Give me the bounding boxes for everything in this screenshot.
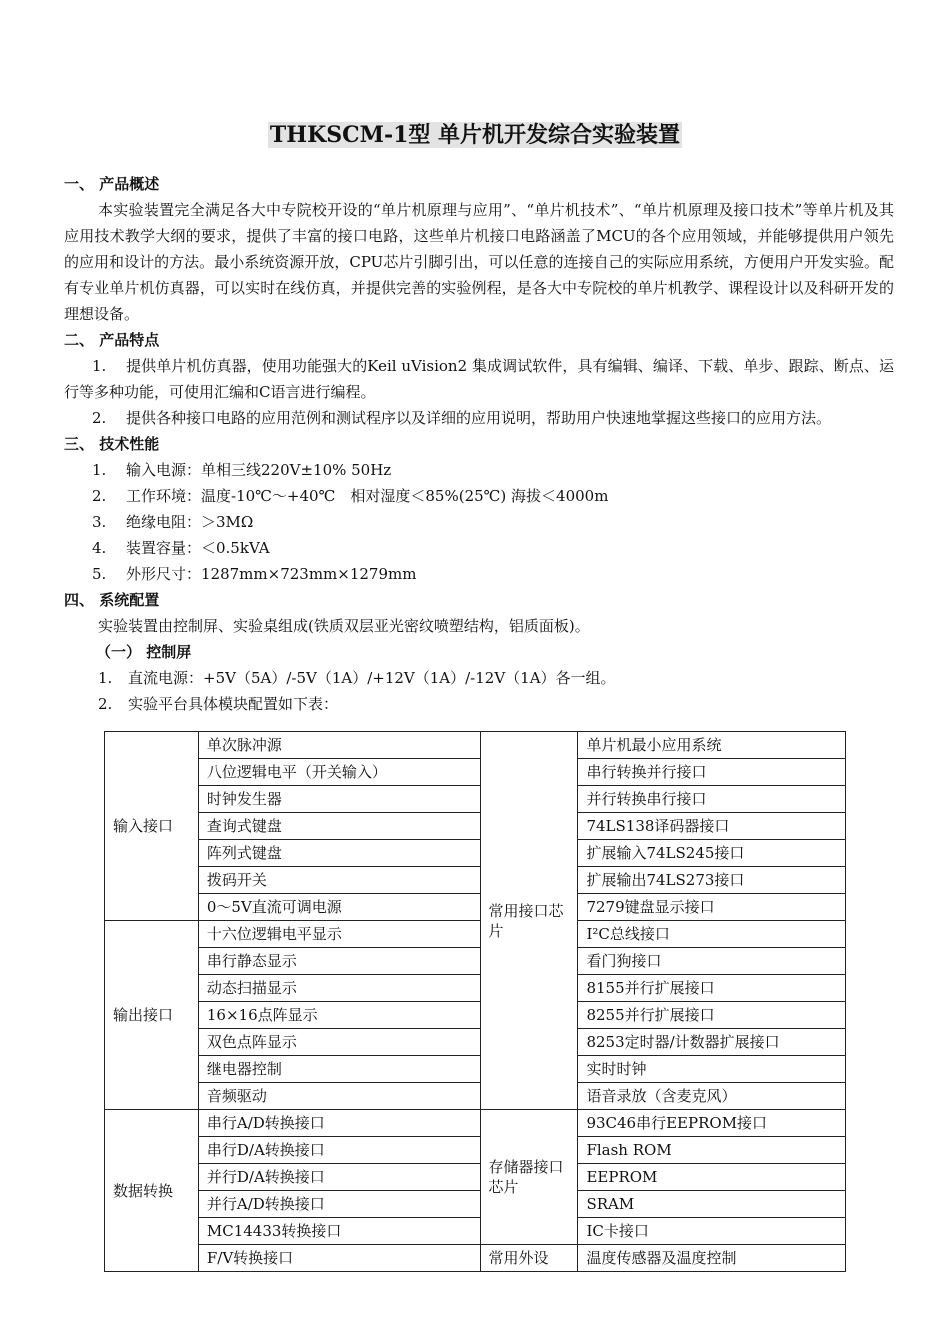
table-row	[105, 1164, 846, 1191]
table-cell: 八位逻辑电平（开关输入）	[198, 759, 480, 786]
table-row	[105, 759, 846, 786]
table-row	[105, 1029, 846, 1056]
table-row	[105, 867, 846, 894]
table-cell: 8255并行扩展接口	[578, 1002, 846, 1029]
table-cell: 并行D/A转换接口	[198, 1164, 480, 1191]
table-cell: 7279键盘显示接口	[578, 894, 846, 921]
table-cell: 8155并行扩展接口	[578, 975, 846, 1002]
table-cell: 单片机最小应用系统	[578, 732, 846, 759]
table-cell: 并行转换串行接口	[578, 786, 846, 813]
table-cell: I²C总线接口	[578, 921, 846, 948]
list-item: 5. 外形尺寸：1287mm×723mm×1279mm	[92, 565, 417, 583]
table-cell: 扩展输入74LS245接口	[578, 840, 846, 867]
group-cell: 输入接口	[105, 732, 199, 921]
subsection-heading: （一） 控制屏	[96, 643, 192, 661]
table-cell: 串行转换并行接口	[578, 759, 846, 786]
table-cell: 串行A/D转换接口	[198, 1110, 480, 1137]
paragraph: 实验装置由控制屏、实验桌组成(铁质双层亚光密纹喷塑结构，铝质面板)。	[98, 617, 590, 635]
section-heading: 四、 系统配置	[64, 591, 160, 609]
table-cell: 时钟发生器	[198, 786, 480, 813]
list-item: 2. 工作环境：温度-10℃～+40℃ 相对湿度＜85%(25℃) 海拔＜4000m	[92, 487, 609, 505]
list-item: 2. 实验平台具体模块配置如下表：	[98, 695, 339, 713]
table-row	[105, 894, 846, 921]
table-row	[105, 840, 846, 867]
table-cell: MC14433转换接口	[198, 1218, 480, 1245]
list-item: 3. 绝缘电阻：＞3MΩ	[92, 513, 254, 531]
group-cell: 输出接口	[105, 921, 199, 1110]
table-cell: 看门狗接口	[578, 948, 846, 975]
list-item: 1. 提供单片机仿真器，使用功能强大的Keil uVision2 集成调试软件，具有编辑、编译、下载、单步、跟踪、断点、运行等多种功能，可使用汇编和C语言进行编程。	[64, 357, 894, 401]
table-cell: SRAM	[578, 1191, 846, 1218]
table-row	[105, 975, 846, 1002]
table-row	[105, 1245, 846, 1272]
table-row	[105, 948, 846, 975]
table-cell: 继电器控制	[198, 1056, 480, 1083]
table-row	[105, 786, 846, 813]
list-item: 2. 提供各种接口电路的应用范例和测试程序以及详细的应用说明，帮助用户快速地掌握这些接口的应用方法。	[92, 409, 832, 427]
list-item: 1. 直流电源：+5V（5A）/-5V（1A）/+12V（1A）/-12V（1A）各一组。	[98, 669, 616, 687]
section-heading: 二、 产品特点	[64, 331, 160, 349]
table-cell: 0～5V直流可调电源	[198, 894, 480, 921]
table-row	[105, 1110, 846, 1137]
document-title: THKSCM-1型 单片机开发综合实验装置	[269, 122, 681, 148]
table-cell: 温度传感器及温度控制	[578, 1245, 846, 1272]
table-cell: 串行D/A转换接口	[198, 1137, 480, 1164]
table-cell: 并行A/D转换接口	[198, 1191, 480, 1218]
table-cell: 十六位逻辑电平显示	[198, 921, 480, 948]
table-cell: 语音录放（含麦克风）	[578, 1083, 846, 1110]
list-item: 4. 装置容量：＜0.5kVA	[92, 539, 270, 557]
group-cell: 常用外设	[480, 1245, 578, 1272]
document-body	[64, 171, 894, 717]
list-item: 1. 输入电源：单相三线220V±10% 50Hz	[92, 461, 392, 479]
group-cell: 数据转换	[105, 1110, 199, 1272]
group-cell: 存储器接口芯片	[480, 1110, 578, 1245]
table-cell: 串行静态显示	[198, 948, 480, 975]
table-cell: F/V转换接口	[198, 1245, 480, 1272]
table-cell: 阵列式键盘	[198, 840, 480, 867]
table-row	[105, 1191, 846, 1218]
table-cell: 93C46串行EEPROM接口	[578, 1110, 846, 1137]
table-cell: 单次脉冲源	[198, 732, 480, 759]
table-row	[105, 1083, 846, 1110]
table-cell: 音频驱动	[198, 1083, 480, 1110]
table-cell: 拨码开关	[198, 867, 480, 894]
table-cell: 74LS138译码器接口	[578, 813, 846, 840]
module-config-table	[104, 731, 846, 1272]
group-cell: 常用接口芯片	[480, 732, 578, 1110]
table-row	[105, 1002, 846, 1029]
table-row	[105, 921, 846, 948]
table-row	[105, 1218, 846, 1245]
table-cell: Flash ROM	[578, 1137, 846, 1164]
table-cell: 动态扫描显示	[198, 975, 480, 1002]
table-cell: IC卡接口	[578, 1218, 846, 1245]
table-cell: 查询式键盘	[198, 813, 480, 840]
table-row	[105, 1056, 846, 1083]
section-heading: 一、 产品概述	[64, 175, 160, 193]
table-cell: 16×16点阵显示	[198, 1002, 480, 1029]
table-cell: 双色点阵显示	[198, 1029, 480, 1056]
table-row	[105, 732, 846, 759]
table-row	[105, 1137, 846, 1164]
table-cell: EEPROM	[578, 1164, 846, 1191]
paragraph: 本实验装置完全满足各大中专院校开设的“单片机原理与应用”、“单片机技术”、“单片机原理及接口技术”等单片机及其应用技术教学大纲的要求，提供了丰富的接口电路，这些单片机接口电路涵盖了MCU的各个应用领域，并能够提供用户领先的应用和设计的方法。最小系统资源开放，CPU芯片引脚引出，可以任意的连接自己的实际应用系统，方便用户开发实验。配有专业单片机仿真器，可以实时在线仿真，并提供完善的实验例程，是各大中专院校的单片机教学、课程设计以及科研开发的理想设备。	[64, 201, 894, 323]
table-cell: 8253定时器/计数器扩展接口	[578, 1029, 846, 1056]
section-heading: 三、 技术性能	[64, 435, 160, 453]
table-row	[105, 813, 846, 840]
table-cell: 实时时钟	[578, 1056, 846, 1083]
table-cell: 扩展输出74LS273接口	[578, 867, 846, 894]
